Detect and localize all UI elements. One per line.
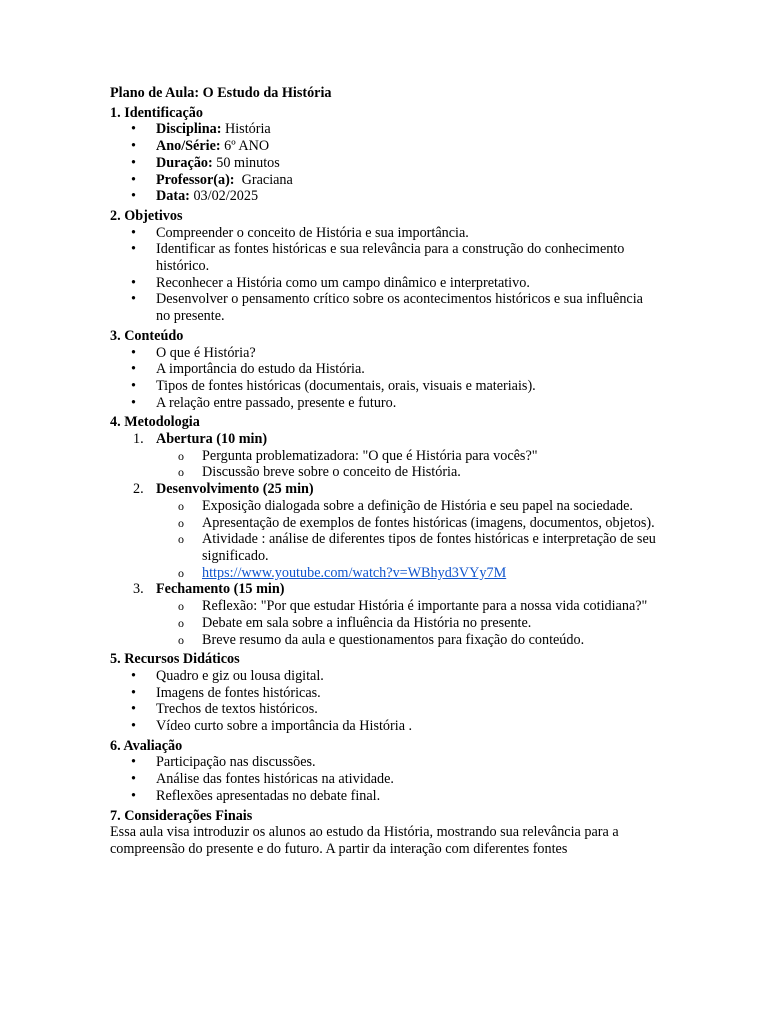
sublist-item: o Pergunta problematizadora: "O que é História para vocês?" xyxy=(156,448,660,465)
step-title: Fechamento (15 min) xyxy=(156,581,285,598)
step-number: 3. xyxy=(133,581,144,598)
sublist-item: o Breve resumo da aula e questionamentos para fixação do conteúdo. xyxy=(156,632,660,649)
recursos-list xyxy=(110,668,660,735)
step-sublist xyxy=(156,598,660,648)
field-label: Data: xyxy=(156,188,190,205)
list-item: • O que é História? xyxy=(110,345,660,362)
field-value: Graciana xyxy=(234,171,293,188)
list-item xyxy=(110,138,660,155)
list-item: • Reflexões apresentadas no debate final. xyxy=(110,788,660,805)
list-item xyxy=(110,121,660,138)
field-label: Professor(a): xyxy=(156,171,235,188)
section-heading-recursos: 5. Recursos Didáticos xyxy=(110,651,240,668)
step-title: Desenvolvimento (25 min) xyxy=(156,481,314,498)
step-abertura xyxy=(110,431,660,481)
field-label: Ano/Série: xyxy=(156,138,221,155)
section-heading-conteudo: 3. Conteúdo xyxy=(110,327,184,344)
field-value: 03/02/2025 xyxy=(189,188,259,205)
list-item: • Compreender o conceito de História e sua importância. xyxy=(110,225,660,242)
list-item: • Desenvolver o pensamento crítico sobre os acontecimentos históricos e sua influência no presente. xyxy=(110,291,660,324)
list-item: • Participação nas discussões. xyxy=(110,754,660,771)
list-item xyxy=(110,155,660,172)
list-item: • Análise das fontes históricas na atividade. xyxy=(110,771,660,788)
identificacao-list xyxy=(110,121,660,205)
sublist-item: o Atividade : análise de diferentes tipos de fontes históricas e interpretação de seu significado. xyxy=(156,531,660,564)
section-heading-consideracoes: 7. Considerações Finais xyxy=(110,807,253,824)
sublist-item: o Reflexão: "Por que estudar História é importante para a nossa vida cotidiana?" xyxy=(156,598,660,615)
field-value: História xyxy=(221,121,271,138)
field-value: 50 minutos xyxy=(212,154,280,171)
list-item: • Imagens de fontes históricas. xyxy=(110,685,660,702)
sublist-item: o Exposição dialogada sobre a definição de História e seu papel na sociedade. xyxy=(156,498,660,515)
conteudo-list xyxy=(110,345,660,412)
step-number: 1. xyxy=(133,431,144,448)
section-heading-metodologia: 4. Metodologia xyxy=(110,414,200,431)
step-number: 2. xyxy=(133,481,144,498)
list-item xyxy=(110,172,660,189)
step-sublist xyxy=(156,498,660,582)
sublist-item: o Discussão breve sobre o conceito de História. xyxy=(156,464,660,481)
step-title: Abertura (10 min) xyxy=(156,431,268,448)
sublist-item: o Debate em sala sobre a influência da História no presente. xyxy=(156,615,660,632)
sublist-item xyxy=(156,565,660,582)
field-label: Disciplina: xyxy=(156,121,222,138)
list-item: • Tipos de fontes históricas (documentais, orais, visuais e materiais). xyxy=(110,378,660,395)
list-item: • A importância do estudo da História. xyxy=(110,361,660,378)
section-heading-objetivos: 2. Objetivos xyxy=(110,207,183,224)
field-value: 6º ANO xyxy=(220,138,270,155)
list-item xyxy=(110,188,660,205)
youtube-link[interactable]: https://www.youtube.com/watch?v=WBhyd3VYy7M xyxy=(202,564,507,581)
sublist-item: o Apresentação de exemplos de fontes históricas (imagens, documentos, objetos). xyxy=(156,515,660,532)
consideracoes-paragraph: Essa aula visa introduzir os alunos ao estudo da História, mostrando sua relevância para a compreensão do presente e do futuro. A partir da interação com diferentes fontes xyxy=(110,824,619,857)
section-heading-identificacao: 1. Identificação xyxy=(110,104,203,121)
list-item: • Vídeo curto sobre a importância da História . xyxy=(110,718,660,735)
step-sublist xyxy=(156,448,660,481)
list-item: • Quadro e giz ou lousa digital. xyxy=(110,668,660,685)
avaliacao-list xyxy=(110,754,660,804)
list-item: • Identificar as fontes históricas e sua relevância para a construção do conhecimento histórico. xyxy=(110,241,660,274)
section-heading-avaliacao: 6. Avaliação xyxy=(110,737,183,754)
list-item: • Trechos de textos históricos. xyxy=(110,701,660,718)
objetivos-list xyxy=(110,225,660,325)
document-title: Plano de Aula: O Estudo da História xyxy=(110,85,332,101)
list-item: • Reconhecer a História como um campo dinâmico e interpretativo. xyxy=(110,275,660,292)
step-fechamento xyxy=(110,581,660,648)
field-label: Duração: xyxy=(156,154,213,171)
step-desenvolvimento xyxy=(110,481,660,581)
metodologia-steps xyxy=(110,431,660,648)
list-item: • A relação entre passado, presente e futuro. xyxy=(110,395,660,412)
